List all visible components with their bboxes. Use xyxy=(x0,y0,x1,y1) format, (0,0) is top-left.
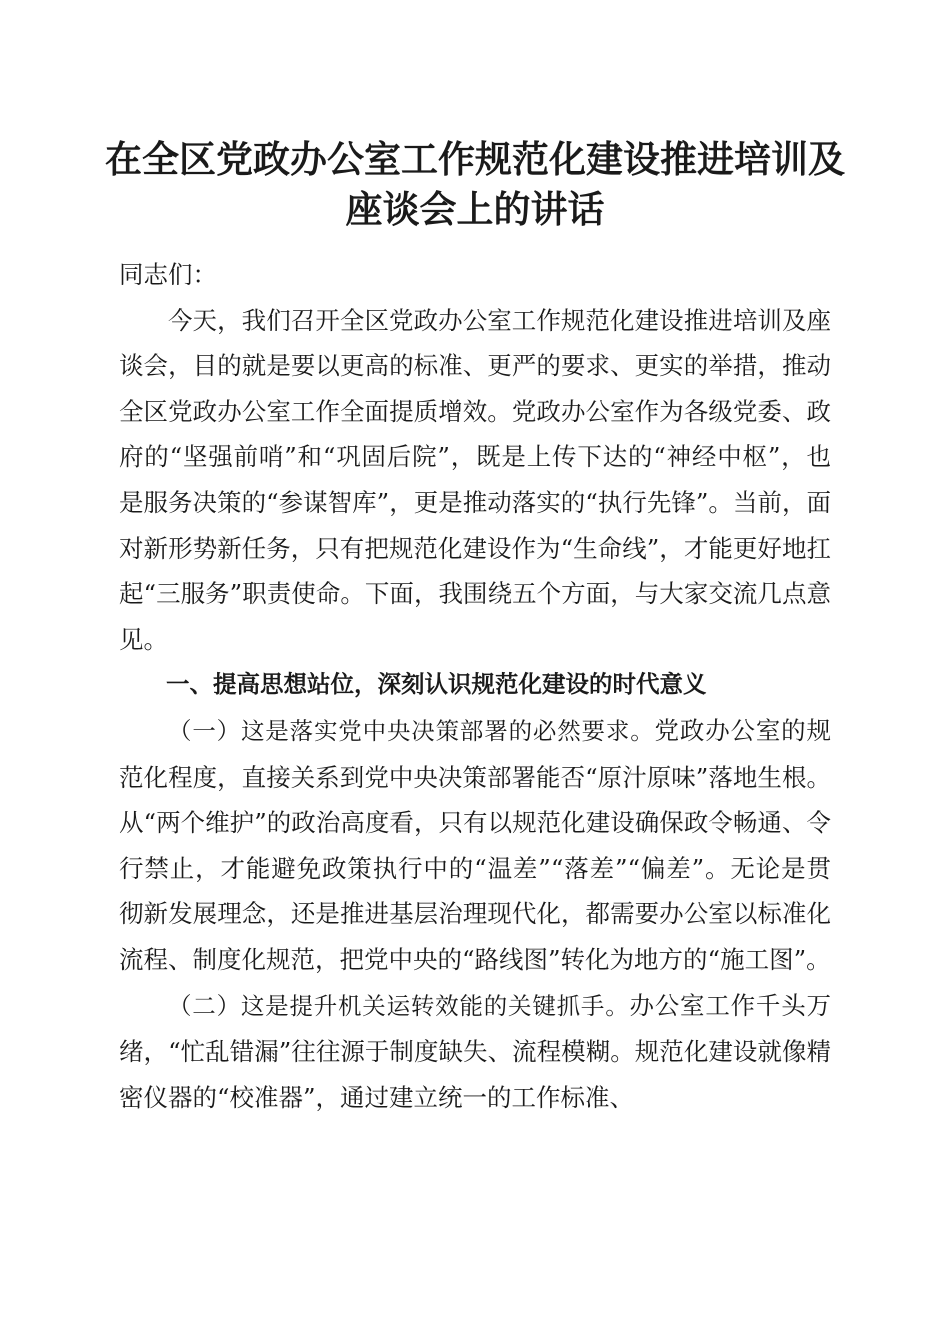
subsection-2-lead: （二）这是提升机关运转效能的关键抓手。 xyxy=(168,991,630,1020)
subsection-1-lead: （一）这是落实党中央决策部署的必然要求。 xyxy=(168,716,655,745)
document-title xyxy=(90,134,860,234)
salutation: 同志们： xyxy=(119,260,217,289)
subsection-2-paragraph xyxy=(119,983,831,1121)
subsection-1-text: 党政办公室的规范化程度，直接关系到党中央决策部署能否“原汁原味”落地生根。从“两个维护”的政治高度看，只有以规范化建设确保政令畅通、令行禁止，才能避免政策执行中的“温差”“落差”“偏差”。无论是贯彻新发展理念，还是推进基层治理现代化，都需要办公室以标准化流程、制度化规范，把党中央的“路线图”转化为地方的“施工图”。 xyxy=(119,715,832,974)
subsection-2-text: 办公室工作千头万绪，“忙乱错漏”往往源于制度缺失、流程模糊。规范化建设就像精密仪器的“校准器”，通过建立统一的工作标准、 xyxy=(119,990,832,1112)
subsection-1-paragraph xyxy=(119,708,831,983)
section-heading-1: 一、提高思想站位，深刻认识规范化建设的时代意义 xyxy=(166,670,707,699)
intro-paragraph: 今天，我们召开全区党政办公室工作规范化建设推进培训及座谈会，目的就是要以更高的标准、更严的要求、更实的举措，推动全区党政办公室工作全面提质增效。党政办公室作为各级党委、政府的“坚强前哨”和“巩固后院”，既是上传下达的“神经中枢”，也是服务决策的“参谋智库”，更是推动落实的“执行先锋”。当前，面对新形势新任务，只有把规范化建设作为“生命线”，才能更好地扛起“三服务”职责使命。下面，我围绕五个方面，与大家交流几点意见。 xyxy=(119,305,831,654)
title-line-2: 座谈会上的讲话 xyxy=(345,187,605,231)
title-line-1: 在全区党政办公室工作规范化建设推进培训及 xyxy=(105,137,845,181)
document-body xyxy=(119,252,831,1120)
